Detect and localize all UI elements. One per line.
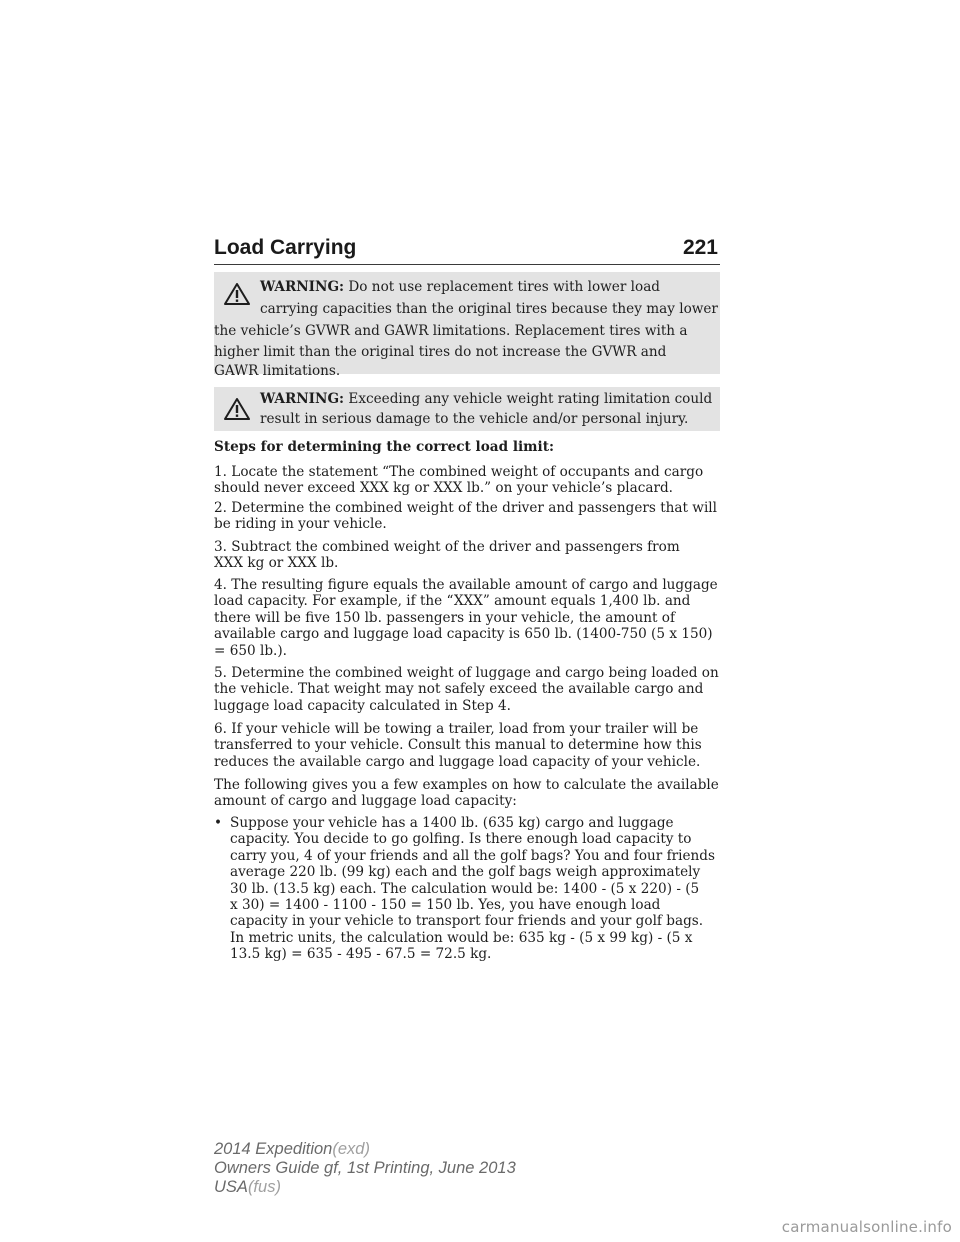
text-line: be riding in your vehicle. [214,516,387,533]
warning-first-line [260,279,660,295]
step-paragraph [214,539,720,572]
page-number: 221 [682,236,718,259]
text-line: should never exceed XXX kg or XXX lb.” on your vehicle’s placard. [214,480,673,497]
text-line: 2. Determine the combined weight of the driver and passengers that will [214,500,717,516]
warning-triangle-icon [224,397,250,421]
text-line: capacity. You decide to go golfing. Is there enough load capacity to [230,831,692,848]
text-line: 13.5 kg) = 635 - 495 - 67.5 = 72.5 kg. [230,946,492,963]
step-paragraph [214,464,720,497]
footer-model-code: (exd) [332,1140,370,1158]
warning-line: carrying capacities than the original tires because they may lower [260,301,718,317]
warning-line: the vehicle’s GVWR and GAWR limitations. Replacement tires with a [214,323,688,339]
warning-box [214,387,720,431]
watermark: carmanualsonline.info [781,1218,952,1236]
page-header [214,226,720,265]
warning-triangle-icon [224,282,250,306]
text-line: the vehicle. That weight may not safely exceed the available cargo and [214,681,704,698]
text-line: 30 lb. (13.5 kg) each. The calculation would be: 1400 - (5 x 220) - (5 [230,880,700,897]
warning-text: Do not use replacement tires with lower load [348,279,661,295]
text-line: there will be five 150 lb. passengers in your vehicle, the amount of [214,609,675,626]
text-line: amount of cargo and luggage load capacity: [214,793,517,810]
text-line: capacity in your vehicle to transport four friends and your golf bags. [230,913,704,930]
text-line: average 220 lb. (99 kg) each and the golf bags weigh approximately [230,864,701,881]
text-line: XXX kg or XXX lb. [214,555,339,572]
text-line: 4. The resulting figure equals the available amount of cargo and luggage [214,577,718,593]
text-line: = 650 lb.). [214,642,287,659]
text-line: carry you, 4 of your friends and all the golf bags? You and four friends [230,847,715,864]
steps-heading: Steps for determining the correct load limit: [214,439,555,455]
footer-model: 2014 Expedition [214,1140,333,1158]
text-line: Suppose your vehicle has a 1400 lb. (635 kg) cargo and luggage [230,815,674,831]
text-line: 5. Determine the combined weight of luggage and cargo being loaded on [214,665,719,681]
footer-line [214,1140,516,1159]
section-title: Load Carrying [214,236,357,259]
intro-paragraph [214,777,720,810]
footer-market-code: (fus) [247,1178,281,1196]
step-paragraph [214,665,720,714]
footer-edition: Owners Guide gf, 1st Printing, June 2013 [214,1159,516,1177]
document-footer [214,1140,516,1197]
text-line: transferred to your vehicle. Consult this manual to determine how this [214,737,702,754]
text-line: In metric units, the calculation would be: 635 kg - (5 x 99 kg) - (5 x [230,929,693,946]
warning-text: Exceeding any vehicle weight rating limitation could [348,391,713,407]
warning-line: result in serious damage to the vehicle and/or personal injury. [260,411,689,427]
step-paragraph [214,577,720,659]
warning-box [214,272,720,379]
bullet-symbol: • [214,815,223,831]
text-line: reduces the available cargo and luggage load capacity of your vehicle. [214,753,701,770]
footer-market: USA [214,1178,248,1196]
text-line: load capacity. For example, if the “XXX” amount equals 1,400 lb. and [214,593,691,610]
text-line: luggage load capacity calculated in Step 4. [214,697,511,714]
warning-label: WARNING: [260,391,345,407]
warning-label: WARNING: [260,279,345,295]
text-line: x 30) = 1400 - 1100 - 150 = 150 lb. Yes, you have enough load [230,897,661,914]
step-paragraph [214,721,720,770]
warning-line: GAWR limitations. [214,363,341,379]
text-line: The following gives you a few examples on how to calculate the available [214,777,719,793]
footer-line [214,1178,516,1197]
text-line: 3. Subtract the combined weight of the driver and passengers from [214,539,680,555]
warning-first-line [260,391,712,407]
warning-line: higher limit than the original tires do not increase the GVWR and [214,344,667,360]
text-line: 6. If your vehicle will be towing a trailer, load from your trailer will be [214,721,699,737]
text-line: 1. Locate the statement “The combined weight of occupants and cargo [214,464,704,480]
step-paragraph [214,500,720,533]
bullet-item [230,815,720,963]
text-line: available cargo and luggage load capacity is 650 lb. (1400-750 (5 x 150) [214,626,713,643]
